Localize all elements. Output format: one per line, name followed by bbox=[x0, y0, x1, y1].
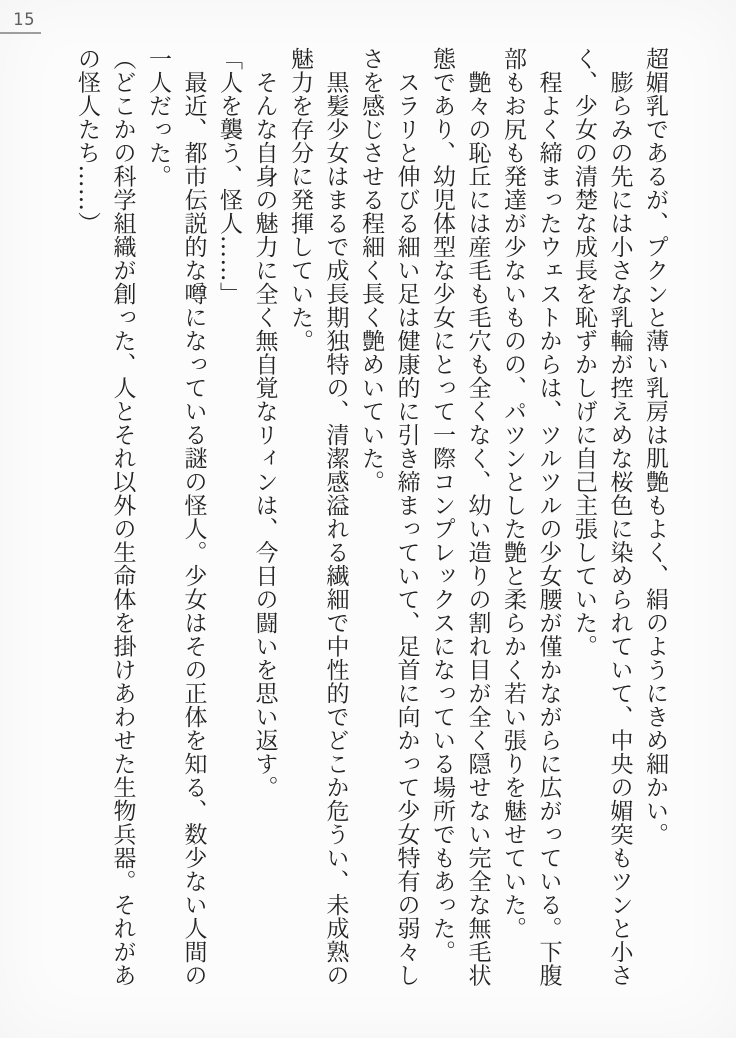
page-number: 15 bbox=[13, 10, 36, 30]
paragraph: 「人を襲う、怪人……」 bbox=[216, 47, 242, 306]
page-number-underline bbox=[0, 32, 41, 34]
paragraph: そんな自身の魅力に全く無自覚なリィンは、今日の闘いを思い返す。 bbox=[251, 47, 278, 799]
paragraph: 膨らみの先には小さな乳輪が控えめな桜色に染められていて、中央の媚突もツンと小さく、少女の清楚な成長を恥ずかしげに自己主張していた。 bbox=[571, 47, 633, 987]
paragraph: スラリと伸びる細い足は健康的に引き締まっていて、足首に向かって少女特有の弱々しさを感じさせる程細く長く艶めいていた。 bbox=[358, 47, 420, 987]
paragraph: 超媚乳であるが、プクンと薄い乳房は肌艶もよく、絹のようにきめ細かい。 bbox=[642, 47, 668, 846]
paragraph: 最近、都市伝説的な噂になっている謎の怪人。少女はその正体を知る、数少ない人間の一人だった。 bbox=[145, 47, 207, 987]
paragraph: （どこかの科学組織が創った、人とそれ以外の生命体を掛けあわせた生物兵器。それがあの怪人たち……） bbox=[74, 47, 136, 987]
novel-text-block bbox=[69, 47, 673, 988]
paragraph: 程よく締まったウェストからは、ツルツルの少女腰が僅かながらに広がっている。下腹部もお尻も発達が少ないものの、パツンとした艶と柔らかく若い張りを魅せていた。 bbox=[500, 47, 562, 987]
paragraph: 黒髪少女はまるで成長期独特の、清潔感溢れる繊細で中性的でどこか危うい、未成熟の魅力を存分に発揮していた。 bbox=[287, 47, 349, 987]
paragraph: 艶々の恥丘には産毛も毛穴も全くなく、幼い造りの割れ目が全く隠せない完全な無毛状態であり、幼児体型な少女にとって一際コンプレックスになっている場所でもあった。 bbox=[429, 47, 491, 987]
